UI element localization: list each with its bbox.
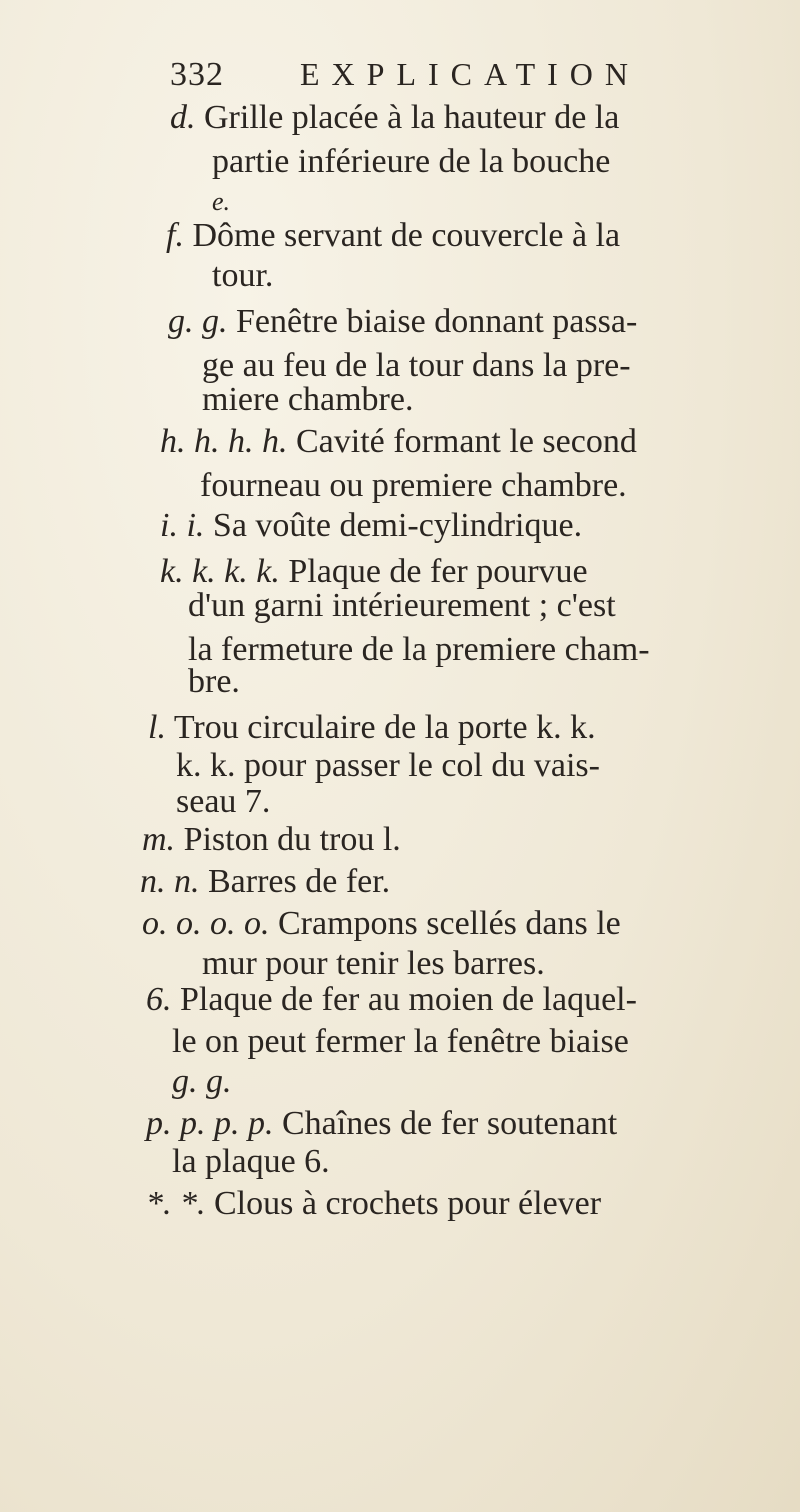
entry-key: i. i. bbox=[160, 507, 205, 544]
entry-text: miere chambre. bbox=[202, 381, 414, 418]
entry-key: d. bbox=[170, 99, 196, 136]
entry-line bbox=[160, 422, 637, 462]
entry-text: la plaque 6. bbox=[172, 1143, 330, 1180]
entry-line bbox=[176, 782, 270, 822]
entry-text: le on peut fermer la fenêtre biaise bbox=[172, 1023, 629, 1060]
entry-key: p. p. p. p. bbox=[146, 1105, 274, 1142]
entry-line bbox=[172, 1022, 629, 1062]
entry-text: Plaque de fer au moien de laquel- bbox=[180, 981, 637, 1018]
entry-line bbox=[200, 466, 627, 506]
entry-key: f. bbox=[166, 217, 184, 254]
entry-text: Plaque de fer pourvue bbox=[288, 553, 588, 590]
entry-line bbox=[172, 1142, 330, 1182]
entry-text: Grille placée à la hauteur de la bbox=[204, 99, 620, 136]
running-head: EXPLICATION bbox=[300, 56, 640, 92]
entry-text: Piston du trou l. bbox=[183, 821, 401, 858]
entry-line bbox=[188, 630, 650, 670]
entry-text: Chaînes de fer soutenant bbox=[282, 1105, 618, 1142]
entry-text: k. k. pour passer le col du vais- bbox=[176, 747, 600, 784]
page-number: 332 bbox=[170, 56, 224, 93]
entry-text: mur pour tenir les barres. bbox=[202, 945, 545, 982]
entry-text: Clous à crochets pour élever bbox=[214, 1185, 602, 1222]
entry-key: 6. bbox=[146, 981, 172, 1018]
entry-text: g. g. bbox=[172, 1063, 232, 1100]
entry-text: Cavité formant le second bbox=[296, 423, 637, 460]
entry-line bbox=[212, 142, 610, 182]
entry-text: seau 7. bbox=[176, 783, 271, 820]
entry-line bbox=[160, 506, 582, 546]
entry-line bbox=[142, 820, 401, 860]
entry-text: Crampons scellés dans le bbox=[278, 905, 621, 942]
entry-key: n. n. bbox=[140, 863, 200, 900]
entry-line bbox=[176, 746, 600, 786]
entry-text: tour. bbox=[212, 257, 274, 294]
entry-line bbox=[212, 256, 273, 296]
entry-text: Trou circulaire de la porte k. k. bbox=[173, 709, 596, 746]
entry-text: Sa voûte demi-cylindrique. bbox=[212, 507, 583, 544]
entry-line bbox=[146, 1184, 601, 1224]
entry-line bbox=[172, 1062, 232, 1102]
entry-line bbox=[146, 980, 637, 1020]
entry-text: ge au feu de la tour dans la pre- bbox=[202, 347, 631, 384]
entry-line bbox=[166, 216, 620, 256]
entry-text: partie inférieure de la bouche bbox=[212, 143, 611, 180]
entry-text: Fenêtre biaise donnant passa- bbox=[236, 303, 638, 340]
entry-text: la fermeture de la premiere cham- bbox=[188, 631, 650, 668]
entry-key: o. o. o. o. bbox=[142, 905, 270, 942]
entry-text: bre. bbox=[188, 663, 240, 700]
entry-line bbox=[170, 98, 619, 138]
entry-line bbox=[202, 380, 413, 420]
entry-line bbox=[168, 302, 637, 342]
entry-key: m. bbox=[142, 821, 176, 858]
entry-line bbox=[202, 944, 545, 984]
entry-line bbox=[188, 586, 616, 626]
entry-line bbox=[140, 862, 390, 902]
entry-line bbox=[146, 1104, 617, 1144]
entry-line bbox=[148, 708, 596, 748]
entry-text: Dôme servant de couvercle à la bbox=[192, 217, 621, 254]
entry-text: Barres de fer. bbox=[208, 863, 391, 900]
entry-key: l. bbox=[148, 709, 166, 746]
entry-line bbox=[142, 904, 621, 944]
entry-key: h. h. h. h. bbox=[160, 423, 288, 460]
entry-text: fourneau ou premiere chambre. bbox=[200, 467, 627, 504]
entry-line bbox=[188, 662, 240, 702]
entry-text: e. bbox=[212, 187, 231, 216]
entry-text: d'un garni intérieurement ; c'est bbox=[188, 587, 616, 624]
entry-key: *. *. bbox=[146, 1185, 206, 1222]
entry-key: k. k. k. k. bbox=[160, 553, 280, 590]
entry-key: g. g. bbox=[168, 303, 228, 340]
